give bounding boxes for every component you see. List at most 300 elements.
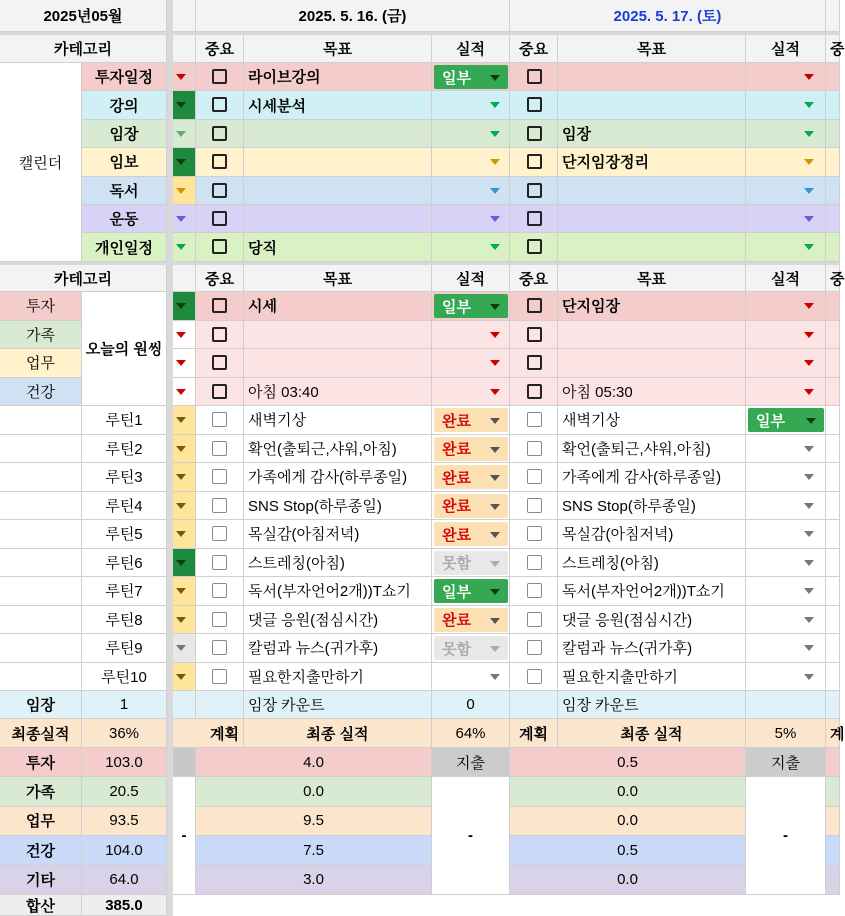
day2-goal-cell[interactable]: [558, 233, 746, 261]
day2-goal-cell[interactable]: [558, 177, 746, 205]
calendar-day1-result-header: 실적: [432, 35, 510, 63]
day1-importance-checkbox[interactable]: [212, 526, 227, 541]
day1-result-cell[interactable]: [432, 549, 510, 578]
day2-importance-checkbox[interactable]: [527, 154, 542, 169]
day1-result-cell[interactable]: [432, 292, 510, 321]
day2-importance-checkbox[interactable]: [527, 498, 542, 513]
onething-day2-goal-header: 목표: [558, 265, 746, 292]
day3-cell: [826, 378, 840, 407]
day2-goal-cell[interactable]: 임장: [558, 120, 746, 148]
day3-plan-partial: 계: [826, 719, 840, 748]
day2-result-arrow-icon[interactable]: [804, 674, 814, 680]
routine-tag-arrow-icon[interactable]: [176, 617, 186, 623]
day2-goal-cell[interactable]: [558, 91, 746, 119]
day3-cell: [826, 663, 840, 692]
day2-onething-goal[interactable]: [558, 349, 746, 378]
day1-result-cell[interactable]: [432, 406, 510, 435]
day1-final-pct: 64%: [432, 719, 510, 748]
day3-cell: [826, 177, 840, 205]
routine-name: 루틴5: [82, 520, 167, 549]
imjang-blank: [196, 691, 244, 719]
day1-result-arrow-icon[interactable]: [490, 216, 500, 222]
calendar-category: 강의: [82, 91, 167, 119]
onething-tag-arrow-icon[interactable]: [176, 360, 186, 366]
status-chip[interactable]: [434, 65, 508, 89]
calendar-category: 독서: [82, 177, 167, 205]
day1-importance-checkbox[interactable]: [212, 239, 227, 254]
day2-importance-checkbox[interactable]: [527, 555, 542, 570]
day1-imjang-count: 0: [432, 691, 510, 719]
routine-name: 루틴3: [82, 463, 167, 492]
day2-result-cell[interactable]: [746, 349, 826, 378]
day1-importance-checkbox[interactable]: [212, 469, 227, 484]
calendar-day2-importance-header: 중요: [510, 35, 558, 63]
routine-blank: [0, 406, 82, 435]
routine-tag-arrow-icon[interactable]: [176, 446, 186, 452]
routine-blank: [0, 435, 82, 464]
summary-label: 업무: [0, 807, 82, 836]
onething-tag-arrow-icon[interactable]: [176, 332, 186, 338]
day2-result-cell[interactable]: [746, 463, 826, 492]
day1-goal-cell[interactable]: 시세분석: [244, 91, 432, 119]
day2-importance-checkbox[interactable]: [527, 97, 542, 112]
chevron-down-icon: [490, 589, 500, 595]
day2-result-cell[interactable]: [746, 577, 826, 606]
day2-expense-label: 지출: [746, 748, 826, 777]
chevron-down-icon: [490, 504, 500, 510]
day1-importance-checkbox[interactable]: [212, 612, 227, 627]
day3-cell: [826, 577, 840, 606]
day3-cell: [826, 63, 840, 91]
onething-tag-arrow-icon[interactable]: [176, 389, 186, 395]
day1-importance-checkbox[interactable]: [212, 126, 227, 141]
status-chip-label: 일부: [756, 412, 785, 430]
routine-blank: [0, 492, 82, 521]
day2-routine-goal[interactable]: 새벽기상: [558, 406, 746, 435]
imjang-label: 임장: [0, 691, 82, 719]
day3-cell: [826, 634, 840, 663]
chevron-down-icon: [490, 447, 500, 453]
status-chip[interactable]: [434, 579, 508, 603]
day1-importance-checkbox[interactable]: [212, 69, 227, 84]
day2-final-pct: 5%: [746, 719, 826, 748]
calendar-tag-arrow-icon[interactable]: [176, 131, 186, 137]
onething-day2-importance-header: 중요: [510, 265, 558, 292]
day1-routine-goal[interactable]: 댓글 응원(점심시간): [244, 606, 432, 635]
chevron-down-icon: [490, 561, 500, 567]
summary-value: 103.0: [82, 748, 167, 777]
blank-header: [173, 0, 196, 32]
day2-result-arrow-icon[interactable]: [804, 503, 814, 509]
day1-final-label: 최종 실적: [244, 719, 432, 748]
day2-importance-checkbox[interactable]: [527, 298, 542, 313]
chevron-down-icon: [806, 418, 816, 424]
calendar-tag-arrow-icon[interactable]: [176, 216, 186, 222]
day1-result-arrow-icon[interactable]: [490, 131, 500, 137]
routine-tag-arrow-icon[interactable]: [176, 674, 186, 680]
day2-result-arrow-icon[interactable]: [804, 474, 814, 480]
day1-summary-value: 0.0: [196, 777, 432, 806]
day3-cell: [826, 492, 840, 521]
day2-result-arrow-icon[interactable]: [804, 332, 814, 338]
day3-cell: [826, 292, 840, 321]
day2-onething-goal[interactable]: 단지임장: [558, 292, 746, 321]
day1-result-cell[interactable]: [432, 435, 510, 464]
day2-imjang-count-label: 임장 카운트: [558, 691, 746, 719]
day2-importance-checkbox[interactable]: [527, 384, 542, 399]
routine-name: 루틴4: [82, 492, 167, 521]
onething-blank: [173, 265, 196, 292]
day2-result-cell[interactable]: [746, 148, 826, 176]
day1-routine-goal[interactable]: 필요한지출만하기: [244, 663, 432, 692]
day2-result-cell[interactable]: [746, 663, 826, 692]
day3-cell: [826, 463, 840, 492]
day2-result-arrow-icon[interactable]: [804, 244, 814, 250]
chevron-down-icon: [490, 75, 500, 81]
onething-day1-importance-header: 중요: [196, 265, 244, 292]
day3-cell: [826, 549, 840, 578]
day2-result-arrow-icon[interactable]: [804, 389, 814, 395]
routine-tag-arrow-icon[interactable]: [176, 588, 186, 594]
calendar-tag-arrow-icon[interactable]: [176, 102, 186, 108]
status-chip[interactable]: [434, 636, 508, 660]
day2-result-cell[interactable]: [746, 520, 826, 549]
day3-cell: [826, 321, 840, 350]
day2-routine-goal[interactable]: 독서(부자언어2개))T쇼기: [558, 577, 746, 606]
day1-result-cell[interactable]: [432, 63, 510, 91]
day1-goal-cell[interactable]: 라이브강의: [244, 63, 432, 91]
day2-importance-checkbox[interactable]: [527, 183, 542, 198]
day1-importance-checkbox[interactable]: [212, 183, 227, 198]
day2-result-arrow-icon[interactable]: [804, 303, 814, 309]
day2-importance-checkbox[interactable]: [527, 211, 542, 226]
imjang-value: 1: [82, 691, 167, 719]
chevron-down-icon: [490, 532, 500, 538]
status-chip-label: 일부: [442, 583, 471, 601]
calendar-day2-result-header: 실적: [746, 35, 826, 63]
day2-routine-goal[interactable]: 가족에게 감사(하루종일): [558, 463, 746, 492]
day2-result-cell[interactable]: [746, 91, 826, 119]
onething-tag-arrow-icon[interactable]: [176, 303, 186, 309]
day1-importance-checkbox[interactable]: [212, 154, 227, 169]
day1-goal-cell[interactable]: [244, 205, 432, 233]
day2-result-cell[interactable]: [746, 435, 826, 464]
day2-final-label: 최종 실적: [558, 719, 746, 748]
status-chip-label: 완료: [442, 441, 471, 458]
frozen-row-divider[interactable]: [0, 32, 840, 35]
routine-blank: [0, 520, 82, 549]
calendar-category: 임보: [82, 148, 167, 176]
day1-importance-checkbox[interactable]: [212, 384, 227, 399]
day2-expense-dash: -: [746, 777, 826, 895]
day1-result-cell[interactable]: [432, 606, 510, 635]
month-label: 2025년05월: [0, 0, 167, 32]
day3-cell: [826, 233, 840, 261]
day2-result-cell[interactable]: [746, 492, 826, 521]
day1-summary-value: 7.5: [196, 836, 432, 865]
day3-cell: [826, 866, 840, 895]
calendar-day3-header: 중: [826, 35, 840, 63]
final-value: 36%: [82, 719, 167, 748]
day1-routine-goal[interactable]: SNS Stop(하루종일): [244, 492, 432, 521]
day1-date: 2025. 5. 16. (금): [196, 0, 510, 32]
onething-side-label: 업무: [0, 349, 82, 378]
calendar-tag-arrow-icon[interactable]: [176, 188, 186, 194]
routine-tag-arrow-icon[interactable]: [176, 474, 186, 480]
calendar-category: 운동: [82, 205, 167, 233]
day1-summary-value: 9.5: [196, 807, 432, 836]
day1-importance-checkbox[interactable]: [212, 298, 227, 313]
day3-date-partial: [826, 0, 840, 32]
status-chip-label: 완료: [442, 612, 471, 629]
day2-imjang-count: [746, 691, 826, 719]
day2-onething-goal[interactable]: [558, 321, 746, 350]
onething-day1-goal-header: 목표: [244, 265, 432, 292]
day2-result-arrow-icon[interactable]: [804, 560, 814, 566]
day3-cell: [826, 148, 840, 176]
day1-goal-cell[interactable]: [244, 177, 432, 205]
day2-routine-goal[interactable]: SNS Stop(하루종일): [558, 492, 746, 521]
chevron-down-icon: [490, 618, 500, 624]
day2-result-cell[interactable]: [746, 177, 826, 205]
status-chip-label: 못함: [442, 640, 471, 658]
onething-day3-header: 중: [826, 265, 840, 292]
day1-result-arrow-icon[interactable]: [490, 360, 500, 366]
onething-day1-result-header: 실적: [432, 265, 510, 292]
day1-routine-goal[interactable]: 스트레칭(아침): [244, 549, 432, 578]
day3-cell: [826, 120, 840, 148]
routine-tag-arrow-icon[interactable]: [176, 560, 186, 566]
day1-plan-dash: -: [173, 777, 196, 895]
day2-result-arrow-icon[interactable]: [804, 102, 814, 108]
day2-importance-checkbox[interactable]: [527, 441, 542, 456]
day1-importance-checkbox[interactable]: [212, 640, 227, 655]
day2-importance-checkbox[interactable]: [527, 583, 542, 598]
day2-summary-value: 0.0: [510, 807, 746, 836]
summary-value: 93.5: [82, 807, 167, 836]
day2-result-arrow-icon[interactable]: [804, 588, 814, 594]
calendar-category-header: 카테고리: [0, 35, 167, 63]
day1-routine-goal[interactable]: 독서(부자언어2개))T쇼기: [244, 577, 432, 606]
routine-tag-arrow-icon[interactable]: [176, 645, 186, 651]
routine-blank: [0, 549, 82, 578]
day3-cell: [826, 807, 840, 836]
day1-expense-dash: -: [432, 777, 510, 895]
total-label: 합산: [0, 895, 82, 916]
calendar-category: 임장: [82, 120, 167, 148]
day1-onething-goal[interactable]: [244, 321, 432, 350]
day2-importance-checkbox[interactable]: [527, 126, 542, 141]
day2-result-arrow-icon[interactable]: [804, 446, 814, 452]
calendar-blank: [173, 35, 196, 63]
day1-onething-goal[interactable]: [244, 349, 432, 378]
status-chip[interactable]: [434, 294, 508, 318]
day3-cell: [826, 91, 840, 119]
day1-importance-checkbox[interactable]: [212, 555, 227, 570]
day2-importance-checkbox[interactable]: [527, 355, 542, 370]
routine-name: 루틴8: [82, 606, 167, 635]
day1-importance-checkbox[interactable]: [212, 327, 227, 342]
day1-importance-checkbox[interactable]: [212, 412, 227, 427]
day2-result-cell[interactable]: [746, 63, 826, 91]
day2-goal-cell[interactable]: 단지임장정리: [558, 148, 746, 176]
day1-result-cell[interactable]: [432, 634, 510, 663]
day1-imjang-count-label: 임장 카운트: [244, 691, 432, 719]
day1-goal-cell[interactable]: [244, 120, 432, 148]
day2-importance-checkbox[interactable]: [527, 612, 542, 627]
day2-result-arrow-icon[interactable]: [804, 531, 814, 537]
day3-cell: [826, 606, 840, 635]
status-chip[interactable]: [434, 522, 508, 546]
day2-goal-cell[interactable]: [558, 205, 746, 233]
status-chip[interactable]: [434, 551, 508, 575]
day1-result-arrow-icon[interactable]: [490, 102, 500, 108]
day1-result-cell[interactable]: [432, 492, 510, 521]
day2-result-arrow-icon[interactable]: [804, 360, 814, 366]
day2-result-arrow-icon[interactable]: [804, 188, 814, 194]
calendar-day1-importance-header: 중요: [196, 35, 244, 63]
frozen-column-divider[interactable]: [167, 0, 173, 916]
day1-result-arrow-icon[interactable]: [490, 674, 500, 680]
day1-routine-goal[interactable]: 새벽기상: [244, 406, 432, 435]
summary-value: 104.0: [82, 836, 167, 865]
day1-goal-cell[interactable]: 당직: [244, 233, 432, 261]
onething-category-header: 카테고리: [0, 265, 167, 292]
routine-name: 루틴6: [82, 549, 167, 578]
day1-summary-value: 4.0: [196, 748, 432, 777]
day2-routine-goal[interactable]: 댓글 응원(점심시간): [558, 606, 746, 635]
day1-importance-checkbox[interactable]: [212, 669, 227, 684]
status-chip[interactable]: [748, 408, 824, 432]
chevron-down-icon: [490, 418, 500, 424]
day1-routine-goal[interactable]: 확언(출퇴근,샤워,아침): [244, 435, 432, 464]
day2-routine-goal[interactable]: 스트레칭(아침): [558, 549, 746, 578]
status-chip[interactable]: [434, 408, 508, 432]
routine-tag-arrow-icon[interactable]: [176, 417, 186, 423]
day1-onething-goal[interactable]: 시세: [244, 292, 432, 321]
day2-result-arrow-icon[interactable]: [804, 131, 814, 137]
day1-result-arrow-icon[interactable]: [490, 389, 500, 395]
routine-blank: [0, 463, 82, 492]
routine-name: 루틴9: [82, 634, 167, 663]
day2-summary-value: 0.5: [510, 836, 746, 865]
day1-result-arrow-icon[interactable]: [490, 159, 500, 165]
day2-importance-checkbox[interactable]: [527, 526, 542, 541]
day2-result-cell[interactable]: [746, 378, 826, 407]
day1-expense-label: 지출: [432, 748, 510, 777]
status-chip[interactable]: [434, 437, 508, 461]
day2-result-arrow-icon[interactable]: [804, 159, 814, 165]
calendar-tag-arrow-icon[interactable]: [176, 244, 186, 250]
day2-date: 2025. 5. 17. (토): [510, 0, 826, 32]
day2-routine-goal[interactable]: 필요한지출만하기: [558, 663, 746, 692]
day1-result-cell[interactable]: [432, 520, 510, 549]
day2-result-cell[interactable]: [746, 634, 826, 663]
day1-result-arrow-icon[interactable]: [490, 244, 500, 250]
day2-summary-value: 0.0: [510, 777, 746, 806]
day1-routine-goal[interactable]: 목실감(아침저녁): [244, 520, 432, 549]
day1-routine-goal[interactable]: 칼럼과 뉴스(귀가후): [244, 634, 432, 663]
day1-result-arrow-icon[interactable]: [490, 188, 500, 194]
day2-result-cell[interactable]: [746, 205, 826, 233]
routine-tag-arrow-icon[interactable]: [176, 531, 186, 537]
total-value: 385.0: [82, 895, 167, 916]
day2-result-arrow-icon[interactable]: [804, 617, 814, 623]
calendar-category: 개인일정: [82, 233, 167, 261]
day2-goal-cell[interactable]: [558, 63, 746, 91]
day2-result-cell[interactable]: [746, 406, 826, 435]
calendar-category: 투자일정: [82, 63, 167, 91]
day2-importance-checkbox[interactable]: [527, 327, 542, 342]
day2-result-arrow-icon[interactable]: [804, 645, 814, 651]
calendar-tag-arrow-icon[interactable]: [176, 74, 186, 80]
day2-importance-checkbox[interactable]: [527, 412, 542, 427]
chevron-down-icon: [490, 475, 500, 481]
day2-importance-checkbox[interactable]: [527, 640, 542, 655]
day1-importance-checkbox[interactable]: [212, 97, 227, 112]
day2-summary-value: 0.0: [510, 866, 746, 895]
status-chip-label: 완료: [442, 526, 471, 544]
day2-result-cell[interactable]: [746, 549, 826, 578]
day1-result-cell[interactable]: [432, 577, 510, 606]
day1-importance-checkbox[interactable]: [212, 498, 227, 513]
status-chip[interactable]: [434, 494, 508, 518]
section-divider: [0, 262, 840, 265]
calendar-label: 캘린더: [0, 63, 82, 262]
day2-result-cell[interactable]: [746, 321, 826, 350]
day2-importance-checkbox[interactable]: [527, 669, 542, 684]
day1-plan-label: 계획: [173, 719, 244, 748]
day2-routine-goal[interactable]: 목실감(아침저녁): [558, 520, 746, 549]
status-chip-label: 완료: [442, 412, 471, 430]
day1-importance-checkbox[interactable]: [212, 355, 227, 370]
day2-result-cell[interactable]: [746, 606, 826, 635]
day2-result-cell[interactable]: [746, 120, 826, 148]
day1-summary-value: 3.0: [196, 866, 432, 895]
day2-result-cell[interactable]: [746, 233, 826, 261]
day2-result-cell[interactable]: [746, 292, 826, 321]
day1-importance-checkbox[interactable]: [212, 441, 227, 456]
day3-cell: [826, 349, 840, 378]
day1-importance-checkbox[interactable]: [212, 211, 227, 226]
day1-routine-goal[interactable]: 가족에게 감사(하루종일): [244, 463, 432, 492]
day1-result-arrow-icon[interactable]: [490, 332, 500, 338]
day3-cell: [826, 406, 840, 435]
day2-importance-checkbox[interactable]: [527, 469, 542, 484]
status-chip[interactable]: [434, 465, 508, 489]
day1-onething-goal[interactable]: 아침 03:40: [244, 378, 432, 407]
day2-routine-goal[interactable]: 확언(출퇴근,샤워,아침): [558, 435, 746, 464]
status-chip[interactable]: [434, 608, 508, 632]
day1-result-cell[interactable]: [432, 463, 510, 492]
day3-cell: [826, 205, 840, 233]
onething-label: 오늘의 원씽: [82, 292, 167, 406]
day1-importance-checkbox[interactable]: [212, 583, 227, 598]
day2-routine-goal[interactable]: 칼럼과 뉴스(귀가후): [558, 634, 746, 663]
summary-value: 20.5: [82, 777, 167, 806]
day2-importance-checkbox[interactable]: [527, 239, 542, 254]
day2-result-arrow-icon[interactable]: [804, 74, 814, 80]
day2-result-arrow-icon[interactable]: [804, 216, 814, 222]
chevron-down-icon: [490, 304, 500, 310]
day2-importance-checkbox[interactable]: [527, 69, 542, 84]
summary-label: 투자: [0, 748, 82, 777]
day1-goal-cell[interactable]: [244, 148, 432, 176]
day2-onething-goal[interactable]: 아침 05:30: [558, 378, 746, 407]
routine-tag-arrow-icon[interactable]: [176, 503, 186, 509]
routine-name: 루틴7: [82, 577, 167, 606]
calendar-tag-arrow-icon[interactable]: [176, 159, 186, 165]
